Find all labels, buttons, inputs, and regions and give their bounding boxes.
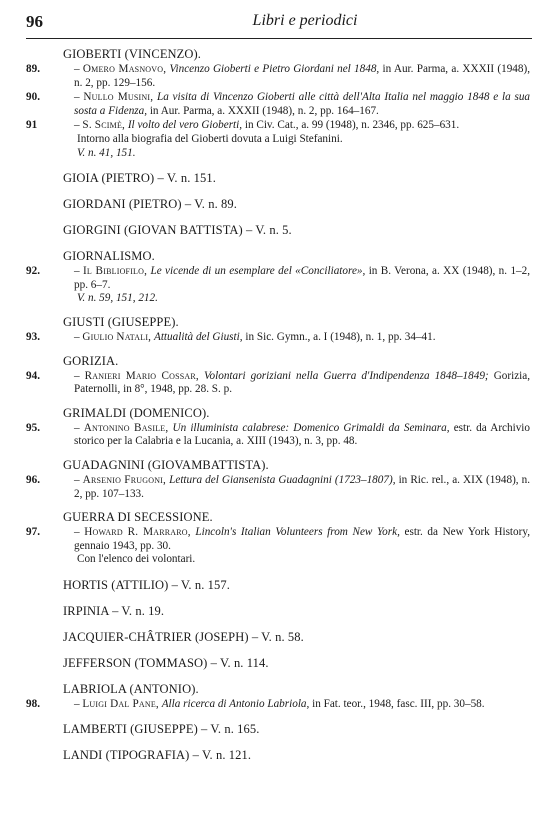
entry-dash: –: [74, 369, 85, 382]
bibliography-entry: [26, 63, 532, 90]
entry-author: Giulio Natali,: [82, 330, 152, 343]
entry-title: Le vicende di un esemplare del «Conciliatore»,: [150, 265, 366, 278]
entry-cross-reference: V. n. 59, 151, 212.: [77, 292, 158, 305]
entry-reference-line: [26, 292, 532, 306]
entry-source: in B. Verona, a. XX (1948), n. 1–2, pp. 6–7.: [74, 265, 531, 291]
entry-title: Alla ricerca di Antonio Labriola,: [161, 697, 310, 710]
entry-title: La visita di Vincenzo Gioberti alle città dell'Alta Italia nel maggio 1848 e la sua sosta a Fidenza,: [74, 91, 531, 117]
entry-dash: –: [74, 119, 83, 132]
entry-author: Ranieri Mario Cossar,: [84, 369, 199, 382]
entry-reference-line: [26, 147, 532, 161]
bibliography-entry: [26, 422, 532, 449]
section-heading: LANDI (TIPOGRAFIA) – V. n. 121.: [63, 748, 252, 763]
running-title: Libri e periodici: [252, 12, 358, 29]
entry-source: in Ric. rel., a. XIX (1948), n. 2, pp. 107–133.: [74, 473, 531, 500]
section-heading: GIOIA (PIETRO) – V. n. 151.: [63, 171, 216, 186]
section-heading: IRPINIA – V. n. 19.: [63, 603, 165, 618]
entry-dash: –: [74, 526, 85, 539]
bibliography-entry: [26, 119, 532, 133]
bibliography-entry: [26, 91, 532, 118]
entry-title: Attualità del Giusti,: [153, 330, 243, 343]
section-heading: GUADAGNINI (GIOVAMBATTISTA).: [63, 457, 269, 472]
entry-source: estr. da New York History, gennaio 1943, pp. 30.: [74, 526, 531, 552]
entry-title: Il volto del vero Gioberti,: [127, 119, 243, 132]
section-heading: GIOBERTI (VINCENZO).: [63, 47, 202, 61]
section-heading: LABRIOLA (ANTONIO).: [63, 681, 199, 696]
entry-author: Arsenio Frugoni,: [82, 473, 167, 486]
entry-note-line: [26, 553, 532, 567]
entry-author: Il Bibliofilo,: [82, 265, 148, 278]
entry-author: Howard R. Marraro,: [84, 526, 191, 539]
entry-dash: –: [74, 63, 83, 75]
section-heading: LAMBERTI (GIUSEPPE) – V. n. 165.: [63, 722, 260, 737]
entry-note-line: [26, 133, 532, 147]
section-heading: JACQUIER-CHÂTRIER (JOSEPH) – V. n. 58.: [63, 629, 304, 644]
entry-author: Antonino Basile,: [83, 421, 169, 434]
bibliography-entry: [26, 370, 532, 397]
bibliography-entry: [26, 526, 532, 553]
entry-number: 95.: [26, 421, 40, 434]
entry-number: 90.: [26, 91, 40, 104]
entry-number: 93.: [26, 330, 40, 343]
entry-title: Un illuminista calabrese: Domenico Grimaldi da Seminara,: [172, 421, 450, 434]
entry-dash: –: [74, 421, 84, 434]
entry-title: Lincoln's Italian Volunteers from New York,: [195, 526, 400, 539]
entry-title: Vincenzo Gioberti e Pietro Giordani nel 1848,: [169, 63, 380, 75]
entry-dash: –: [74, 265, 83, 278]
entry-source: in Fat. teor., 1948, fasc. III, pp. 30–58.: [312, 697, 485, 710]
entry-source: in Aur. Parma, a. XXXII (1948), n. 2, pp. 164–167.: [149, 104, 379, 117]
entry-author: Omero Masnovo,: [82, 63, 167, 75]
entry-number: 96.: [26, 473, 40, 486]
entry-source: in Aur. Parma, a. XXXII (1948), n. 2, pp. 129–156.: [74, 63, 531, 89]
entry-author: Luigi Dal Pane,: [82, 697, 159, 710]
section-heading: GUERRA DI SECESSIONE.: [63, 510, 213, 525]
entry-number: 92.: [26, 265, 40, 278]
section-heading: GRIMALDI (DOMENICO).: [63, 405, 210, 420]
entry-number: 97.: [26, 526, 40, 539]
entry-cross-reference: V. n. 41, 151.: [77, 146, 136, 159]
entry-source: Gorizia, Paternolli, in 8°, 1948, pp. 28. S. p.: [74, 369, 531, 396]
bibliography-entry: [26, 331, 532, 345]
section-heading: GORIZIA.: [63, 353, 119, 368]
section-heading: GIORGINI (GIOVAN BATTISTA) – V. n. 5.: [63, 223, 292, 238]
bibliography-list: [26, 47, 532, 763]
entry-source: estr. da Archivio storico per la Calabria e la Lucania, a. XIII (1943), n. 3, pp. 48.: [74, 421, 531, 448]
entry-number: 98.: [26, 697, 40, 710]
header-rule: [26, 38, 532, 39]
entry-number: 94.: [26, 369, 40, 382]
page-number: 96: [26, 12, 43, 31]
page-header: [26, 12, 524, 36]
entry-author: Nullo Musini,: [83, 91, 154, 104]
entry-number: 91: [26, 119, 38, 132]
entry-title: Lettura del Giansenista Guadagnini (1723–1807),: [169, 473, 396, 486]
section-heading: HORTIS (ATTILIO) – V. n. 157.: [63, 577, 230, 592]
bibliography-entry: [26, 474, 532, 501]
bibliography-entry: [26, 265, 532, 292]
entry-dash: –: [74, 330, 83, 343]
entry-dash: –: [74, 697, 83, 710]
section-heading: JEFFERSON (TOMMASO) – V. n. 114.: [63, 655, 269, 670]
bibliography-entry: [26, 698, 532, 712]
section-heading: GIUSTI (GIUSEPPE).: [63, 314, 179, 329]
section-heading: GIORDANI (PIETRO) – V. n. 89.: [63, 197, 237, 212]
entry-dash: –: [74, 473, 83, 486]
entry-dash: –: [74, 91, 84, 104]
entry-note: Con l'elenco dei volontari.: [77, 553, 196, 566]
entry-author: S. Scimè,: [82, 119, 126, 132]
entry-note: Intorno alla biografia del Gioberti dovuta a Luigi Stefanini.: [77, 132, 343, 145]
entry-source: in Civ. Cat., a. 99 (1948), n. 2346, pp. 625–631.: [244, 119, 460, 132]
entry-number: 89.: [26, 63, 40, 75]
entry-title: Volontari goriziani nella Guerra d'Indipendenza 1848–1849;: [203, 369, 489, 382]
entry-source: in Sic. Gymn., a. I (1948), n. 1, pp. 34–41.: [245, 330, 436, 343]
section-heading: GIORNALISMO.: [63, 249, 155, 264]
